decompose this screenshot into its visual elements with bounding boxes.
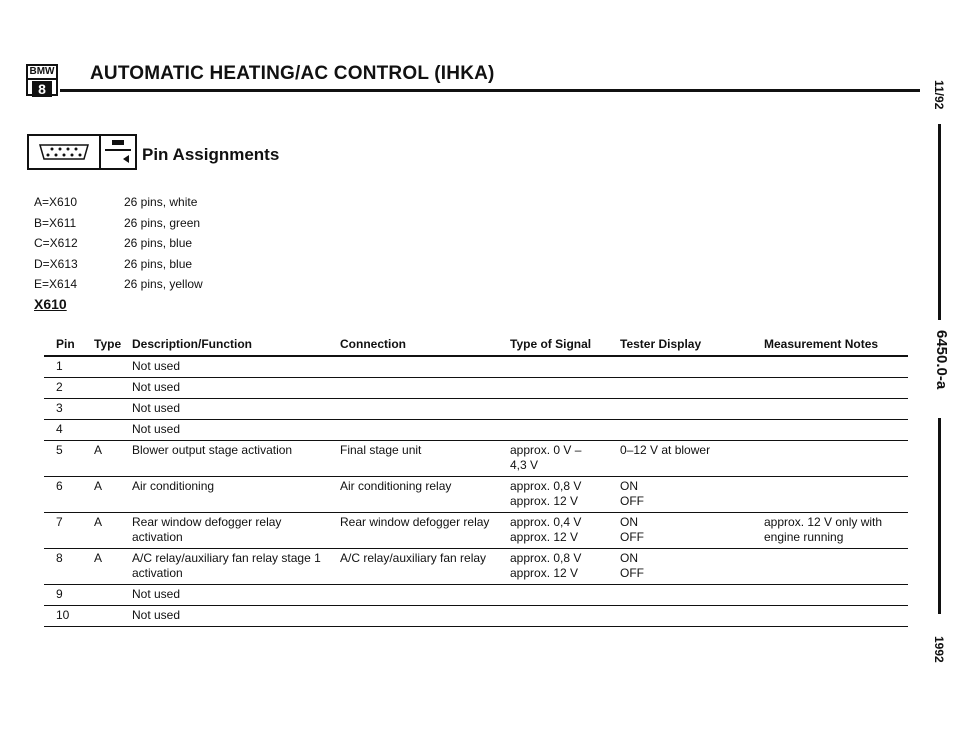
bmw-logo: [26, 64, 58, 96]
cell-connection-line: A/C relay/auxiliary fan relay: [340, 551, 487, 565]
cell-tester-display: [620, 587, 764, 602]
table-row: [44, 477, 908, 513]
cell-signal: [510, 587, 620, 602]
cell-pin: 3: [56, 401, 63, 415]
cell-description-line: Not used: [132, 401, 181, 415]
cell-tester-display: [620, 443, 764, 473]
margin-line-top: [938, 124, 941, 320]
connector-id: E=X614: [34, 277, 78, 291]
cell-signal: [510, 515, 620, 545]
connector-desc: 26 pins, blue: [124, 236, 193, 250]
cell-notes: [764, 401, 908, 416]
cell-type: A: [94, 515, 103, 529]
margin-line-bottom: [938, 418, 941, 614]
cell-tester-display-line: ON: [620, 551, 638, 565]
connector-item: [34, 192, 203, 213]
cell-signal-line: 4,3 V: [510, 458, 539, 472]
cell-signal-line: approx. 0,4 V: [510, 515, 582, 529]
cell-signal: [510, 443, 620, 473]
cell-connection-line: Air conditioning relay: [340, 479, 452, 493]
cell-pin: 4: [56, 422, 63, 436]
cell-notes: [764, 608, 908, 623]
cell-type: [94, 401, 132, 416]
cell-notes: [764, 422, 908, 437]
cell-signal: [510, 422, 620, 437]
cell-notes-line: approx. 12 V only with: [764, 515, 883, 529]
cell-connection: [340, 608, 510, 623]
connector-heading: X610: [34, 296, 67, 312]
cell-type: [94, 380, 132, 395]
cell-signal: [510, 608, 620, 623]
cell-pin: 1: [56, 359, 63, 373]
plug-icon: [101, 136, 135, 168]
cell-connection: [340, 479, 510, 509]
section-title: Pin Assignments: [142, 145, 280, 164]
cell-tester-display: [620, 515, 764, 545]
cell-tester-display-line: OFF: [620, 494, 644, 508]
header-connection: Connection: [340, 337, 406, 351]
cell-connection: [340, 551, 510, 581]
cell-description-line: Air conditioning: [132, 479, 215, 493]
table-row: [44, 441, 908, 477]
cell-tester-display: [620, 380, 764, 395]
cell-tester-display-line: ON: [620, 515, 638, 529]
cell-tester-display-line: OFF: [620, 530, 644, 544]
cell-pin: 2: [56, 380, 63, 394]
cell-tester-display-line: ON: [620, 479, 638, 493]
cell-description: [132, 443, 340, 473]
table-row: [44, 585, 908, 606]
cell-signal-line: approx. 12 V: [510, 530, 579, 544]
cell-description-line: Not used: [132, 608, 181, 622]
connector-list: [34, 192, 203, 295]
connector-desc: 26 pins, blue: [124, 256, 193, 271]
cell-notes: [764, 359, 908, 374]
cell-notes: [764, 515, 908, 545]
cell-type: A: [94, 479, 103, 493]
connector-id: B=X611: [34, 215, 77, 230]
connector-item: [34, 213, 203, 234]
cell-type: [94, 422, 132, 437]
cell-description-line: activation: [132, 566, 183, 580]
cell-connection: [340, 422, 510, 437]
pin-table: [44, 337, 908, 627]
cell-connection-line: Rear window defogger relay: [340, 515, 490, 529]
cell-description: [132, 422, 340, 437]
cell-description-line: Not used: [132, 422, 181, 436]
cell-type: [94, 608, 132, 623]
cell-pin: 8: [56, 551, 63, 565]
connector-desc: 26 pins, white: [124, 195, 198, 209]
logo-text: BMW: [28, 66, 56, 80]
cell-pin: 7: [56, 515, 63, 529]
margin-doc-number: 6450.0-a: [933, 330, 950, 390]
header-tester-display: Tester Display: [620, 337, 702, 351]
cell-type: A: [94, 551, 103, 565]
cell-pin: 6: [56, 479, 63, 493]
cell-pin: 9: [56, 587, 63, 601]
cell-description: [132, 551, 340, 581]
table-row: [44, 378, 908, 399]
cell-description: [132, 515, 340, 545]
table-body: [44, 357, 908, 627]
cell-signal-line: approx. 12 V: [510, 494, 579, 508]
cell-pin: 5: [56, 443, 63, 457]
cell-description-line: Rear window defogger relay: [132, 515, 282, 529]
logo-series: 8: [32, 81, 52, 97]
cell-signal: [510, 380, 620, 395]
table-row: [44, 357, 908, 378]
cell-signal-line: approx. 0,8 V: [510, 479, 582, 493]
cell-description: [132, 479, 340, 509]
table-row: [44, 549, 908, 585]
cell-description: [132, 401, 340, 416]
table-row: [44, 399, 908, 420]
cell-description: [132, 359, 340, 374]
cell-description-line: Not used: [132, 359, 181, 373]
cell-connection: [340, 443, 510, 473]
cell-notes: [764, 479, 908, 509]
table-row: [44, 513, 908, 549]
cell-tester-display: [620, 608, 764, 623]
cell-description: [132, 608, 340, 623]
cell-description-line: Not used: [132, 587, 181, 601]
cell-tester-display: [620, 401, 764, 416]
cell-connection: [340, 515, 510, 545]
cell-pin: 10: [56, 608, 70, 622]
cell-connection: [340, 587, 510, 602]
cell-connection: [340, 359, 510, 374]
cell-type: [94, 359, 132, 374]
cell-notes: [764, 551, 908, 581]
cell-tester-display-line: 0–12 V at blower: [620, 443, 711, 457]
connector-item: [34, 254, 203, 275]
cell-tester-display: [620, 479, 764, 509]
margin-year: 1992: [932, 636, 946, 663]
cell-signal-line: approx. 0,8 V: [510, 551, 582, 565]
cell-description-line: activation: [132, 530, 183, 544]
connector-id: D=X613: [34, 256, 78, 271]
connector-id: A=X610: [34, 195, 78, 209]
header-rule: [60, 89, 920, 92]
cell-tester-display: [620, 359, 764, 374]
table-header: [44, 337, 908, 357]
cell-signal: [510, 359, 620, 374]
cell-type: A: [94, 443, 103, 457]
header-measurement-notes: Measurement Notes: [764, 337, 879, 351]
cell-notes: [764, 443, 908, 473]
cell-notes: [764, 587, 908, 602]
margin-date: 11/92: [932, 80, 946, 110]
cell-connection: [340, 401, 510, 416]
connector-icon: [27, 134, 137, 170]
cell-tester-display-line: OFF: [620, 566, 644, 580]
cell-tester-display: [620, 551, 764, 581]
document-title: AUTOMATIC HEATING/AC CONTROL (IHKA): [90, 63, 495, 84]
cell-signal: [510, 479, 620, 509]
cell-signal-line: approx. 12 V: [510, 566, 579, 580]
cell-signal: [510, 551, 620, 581]
table-row: [44, 420, 908, 441]
connector-desc: 26 pins, yellow: [124, 277, 203, 291]
table-row: [44, 606, 908, 627]
cell-connection: [340, 380, 510, 395]
cell-notes-line: engine running: [764, 530, 844, 544]
header-description: Description/Function: [132, 337, 252, 351]
header-type: Type: [94, 337, 122, 351]
connector-item: [34, 233, 203, 254]
cell-type: [94, 587, 132, 602]
cell-signal: [510, 401, 620, 416]
cell-connection-line: Final stage unit: [340, 443, 422, 457]
cell-signal-line: approx. 0 V –: [510, 443, 582, 457]
cell-description-line: Blower output stage activation: [132, 443, 293, 457]
cell-description-line: Not used: [132, 380, 181, 394]
connector-item: [34, 274, 203, 295]
connector-id: C=X612: [34, 236, 78, 250]
cell-description-line: A/C relay/auxiliary fan relay stage 1: [132, 551, 321, 565]
cell-description: [132, 587, 340, 602]
header-signal-type: Type of Signal: [510, 337, 592, 351]
cell-tester-display: [620, 422, 764, 437]
cell-notes: [764, 380, 908, 395]
header-pin: Pin: [56, 337, 75, 351]
cell-description: [132, 380, 340, 395]
connector-desc: 26 pins, green: [124, 215, 201, 230]
connector-pins-icon: [29, 136, 101, 168]
